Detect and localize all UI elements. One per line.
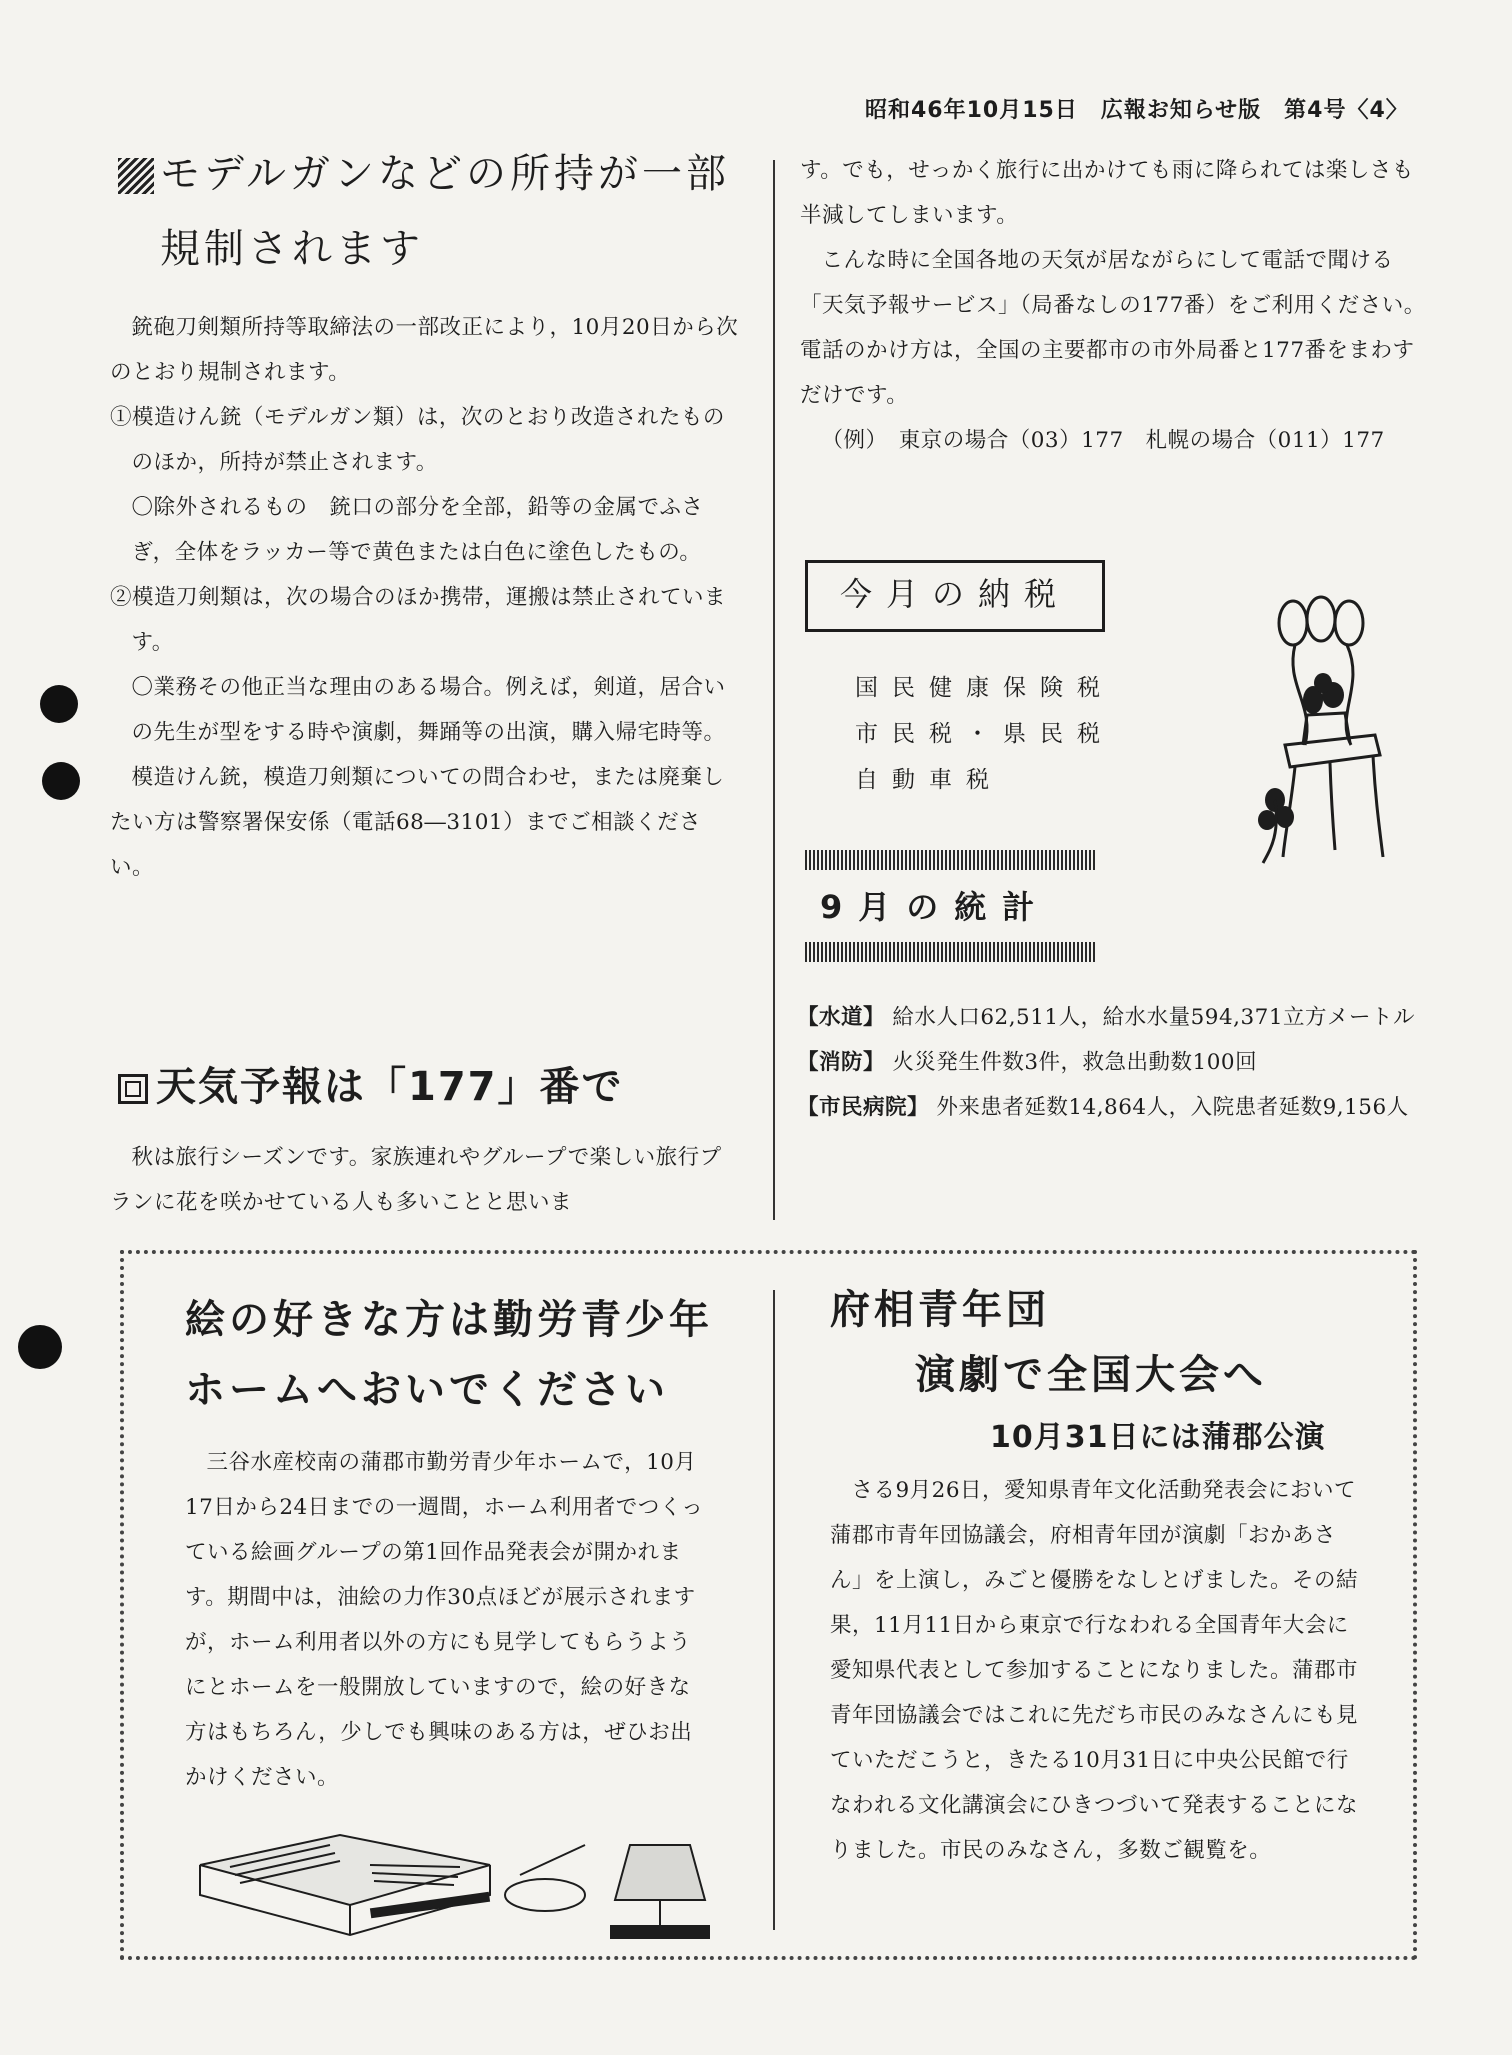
book-lamp-illustration <box>190 1805 710 1945</box>
square-icon <box>118 1074 148 1104</box>
hatch-icon <box>118 158 154 194</box>
stats-list <box>797 995 1437 1130</box>
youth-subtitle: 10月31日には蒲郡公演 <box>990 1420 1326 1455</box>
stats-title: 9月の統計 <box>820 888 1051 926</box>
modelgun-title-line1: モデルガンなどの所持が一部 <box>160 151 730 197</box>
punch-hole-3 <box>18 1325 62 1369</box>
art-title-line1: 絵の好きな方は勤労青少年 <box>185 1297 713 1343</box>
modelgun-para-3: 〇除外されるもの 銃口の部分を全部，鉛等の金属でふさぎ，全体をラッカー等で黄色または白色に塗色したもの。 <box>131 495 704 565</box>
weather-title-text: 天気予報は「177」番で <box>156 1064 624 1110</box>
stats-label-1: 【水道】 <box>797 1005 886 1030</box>
tax-list <box>855 665 1114 803</box>
modelgun-body <box>110 305 740 890</box>
punch-hole-2 <box>42 762 80 800</box>
stats-item-1 <box>797 995 1437 1040</box>
stats-label-2: 【消防】 <box>797 1050 886 1075</box>
chair-plant-illustration <box>1255 595 1405 875</box>
tax-item-2: 市民税・県民税 <box>855 721 1114 747</box>
youth-para: さる9月26日，愛知県青年文化活動発表会において蒲郡市青年団協議会，府相青年団が演劇「おかあさん」を上演し，みごと優勝をなしとげました。その結果，11月11日から東京で行なわれる全国青年大会に愛知県代表として参加することになりました。蒲郡市青年団協議会ではこれに先だち市民のみなさんにも見ていただこうと，きたる10月31日に中央公民館で行なわれる文化講演会にひきつづいて発表することになりました。市民のみなさん，多数ご観覧を。 <box>830 1478 1359 1863</box>
bottom-divider <box>773 1290 775 1930</box>
modelgun-para-5: 〇業務その他正当な理由のある場合。例えば，剣道，居合いの先生が型をする時や演劇，舞踊等の出演，購入帰宅時等。 <box>131 675 726 745</box>
stats-item-2 <box>797 1040 1437 1085</box>
tax-item-1: 国民健康保険税 <box>855 675 1114 701</box>
art-para: 三谷水産校南の蒲郡市勤労青少年ホームで，10月17日から24日までの一週間，ホーム利用者でつくっている絵画グループの第1回作品発表会が開かれます。期間中は，油絵の力作30点ほどが展示されますが，ホーム利用者以外の方にも見学してもらうようにとホームを一般開放していますので，絵の好きな方はもちろん，少しでも興味のある方は，ぜひお出かけください。 <box>185 1450 704 1790</box>
stats-text-3: 外来患者延数14,864人，入院患者延数9,156人 <box>936 1095 1409 1120</box>
stats-bottom-border <box>805 942 1097 962</box>
tax-item-3: 自動車税 <box>855 767 1003 793</box>
modelgun-para-2: ①模造けん銃（モデルガン類）は，次のとおり改造されたもののほか，所持が禁止されます。 <box>110 405 725 475</box>
youth-title-line1: 府相青年団 <box>830 1287 1050 1333</box>
modelgun-para-4: ②模造刀剣類は，次の場合のほか携帯，運搬は禁止されています。 <box>110 585 727 655</box>
stats-text-2: 火災発生件数3件，救急出動数100回 <box>892 1050 1258 1075</box>
weather-example: （例） 東京の場合（03）177 札幌の場合（011）177 <box>821 428 1385 453</box>
stats-item-3 <box>797 1085 1437 1130</box>
youth-title-line2: 演劇で全国大会へ <box>915 1352 1267 1398</box>
art-body <box>185 1440 710 1800</box>
weather-body-right <box>800 148 1432 463</box>
stats-label-3: 【市民病院】 <box>797 1095 930 1120</box>
stats-text-1: 給水人口62,511人，給水水量594,371立方メートル <box>892 1005 1415 1030</box>
youth-body <box>830 1468 1360 1873</box>
weather-title <box>118 1055 624 1112</box>
stats-top-border <box>805 850 1097 870</box>
modelgun-para-6: 模造けん銃，模造刀剣類についての問合わせ，または廃棄したい方は警察署保安係（電話68―3101）までご相談ください。 <box>110 765 725 880</box>
modelgun-title-line2: 規制されます <box>160 226 424 272</box>
column-divider <box>773 160 775 1220</box>
art-title-line2: ホームへおいでください <box>185 1367 669 1413</box>
page-header: 昭和46年10月15日 広報お知らせ版 第4号〈4〉 <box>865 98 1409 123</box>
weather-para-right-1: す。でも，せっかく旅行に出かけても雨に降られては楽しさも半減してしまいます。 <box>800 158 1414 228</box>
weather-para-right-2: こんな時に全国各地の天気が居ながらにして電話で聞ける「天気予報サービス」（局番なしの177番）をご利用ください。電話のかけ方は，全国の主要都市の市外局番と177番をまわすだけです。 <box>800 248 1426 408</box>
weather-body-left <box>110 1135 740 1225</box>
weather-para-left: 秋は旅行シーズンです。家族連れやグループで楽しい旅行プランに花を咲かせている人も多いことと思いま <box>110 1145 722 1215</box>
punch-hole-1 <box>40 685 78 723</box>
modelgun-para-1: 銃砲刀剣類所持等取締法の一部改正により，10月20日から次のとおり規制されます。 <box>110 315 739 385</box>
tax-title-box: 今月の納税 <box>805 560 1105 632</box>
